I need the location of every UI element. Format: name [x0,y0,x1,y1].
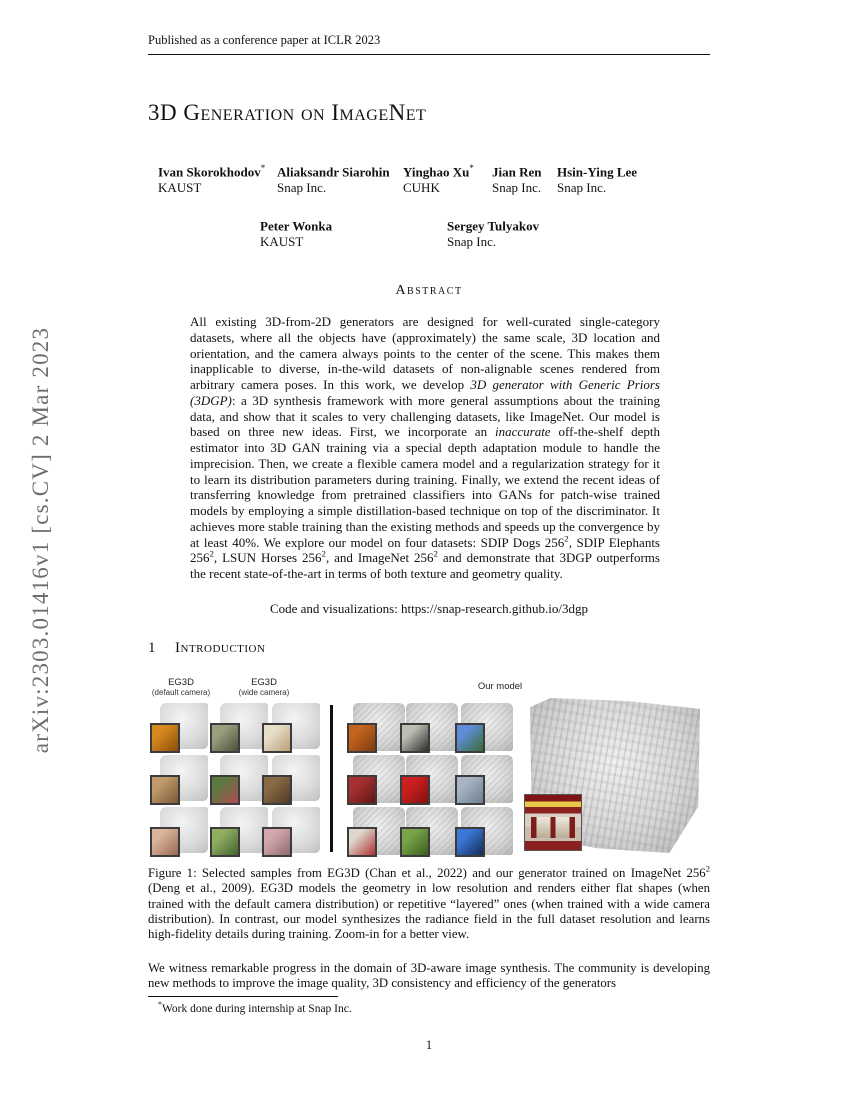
figure-sample-cell [400,807,458,857]
affiliation: Snap Inc. [557,180,607,196]
figure-sample-cell [347,807,405,857]
author: Ivan Skorokhodov* KAUST [158,163,266,196]
footnote-marker: * [469,163,474,173]
figure-sample-cell [210,703,268,753]
figure-sample-cell [150,703,208,753]
sample-photo-inset [347,827,377,857]
author: Hsin-Ying Lee Snap Inc. [557,164,638,196]
figure-sample-cell [400,755,458,805]
author: Jian Ren Snap Inc. [492,164,542,196]
sample-photo-inset [400,723,430,753]
sample-photo-inset [262,723,292,753]
section-title: Introduction [175,640,266,656]
affiliation: KAUST [158,180,202,196]
footnote-marker: * [260,163,266,173]
sample-photo-inset [210,775,240,805]
sample-photo-inset [262,775,292,805]
figure-group-label-eg3d-default: EG3D (default camera) [151,677,211,697]
arxiv-watermark: arXiv:2303.01416v1 [cs.CV] 2 Mar 2023 [28,326,53,754]
figure-sample-cell [262,807,320,857]
affiliation: Snap Inc. [447,234,497,250]
footnote: *Work done during internship at Snap Inc. [158,1000,352,1015]
figure-caption: Figure 1: Selected samples from EG3D (Chan et al., 2022) and our generator trained on ImageNet $256^2$ (Deng et al., 2009). EG3D models the geometry in low resolution and renders either flat shapes (when trained with the default camera distribution) or repetitive “layered” ones (when trained with a wide camera distribution). In contrast, our model synthesizes the radiance field in the full dataset resolution and learns high-fidelity details during training. Zoom-in for a better view. [148,863,710,942]
figure-sample-cell [347,703,405,753]
paper-title: 3D Generation on ImageNet [148,100,427,125]
author: Sergey Tulyakov Snap Inc. [447,218,540,250]
section-number: 1 [148,640,156,656]
figure-sample-cell [400,703,458,753]
figure-sample-cell [455,755,513,805]
sample-photo-inset [262,827,292,857]
code-link[interactable]: Code and visualizations: https://snap-research.github.io/3dgp [269,601,589,616]
figure-sample-cell [455,703,513,753]
intro-paragraph: We witness remarkable progress in the domain of 3D-aware image synthesis. The community is developing new methods to improve the image quality, 3D consistency and efficiency of the generators [148,961,710,991]
figure-1 [148,676,710,862]
header-rule [148,54,710,55]
sample-photo-inset [210,827,240,857]
affiliation: Snap Inc. [492,180,542,196]
sample-photo-inset [400,775,430,805]
figure-divider [330,705,333,852]
figure-sample-cell [455,807,513,857]
sample-photo-inset [455,827,485,857]
author: Peter Wonka KAUST [260,218,333,250]
footnote-rule [148,996,338,997]
figure-group-label-eg3d-wide: EG3D (wide camera) [238,677,290,697]
author: Aliaksandr Siarohin Snap Inc. [277,164,390,196]
affiliation: KAUST [260,234,304,250]
sample-photo-inset [150,827,180,857]
sample-photo-inset [150,723,180,753]
abstract-heading: Abstract [395,283,463,298]
sample-photo-inset [210,723,240,753]
sample-photo-inset [347,723,377,753]
sample-photo-inset [455,775,485,805]
author: Yinghao Xu* CUHK [403,163,474,196]
our-model-large-photo-inset [524,794,582,851]
figure-sample-cell [150,807,208,857]
storefront-shelf-detail [531,817,576,838]
figure-sample-cell [262,755,320,805]
sample-photo-inset [150,775,180,805]
figure-sample-cell [262,703,320,753]
figure-sample-cell [210,807,268,857]
abstract-text: All existing 3D-from-2D generators are designed for well-curated single-category datasets, where all the objects have (approximately) the same scale, 3D location and orientation, and the camera always points to the center of the scene. This makes them inapplicable to diverse, in-the-wild datasets of non-alignable scenes rendered from arbitrary camera poses. In this work, we develop 3D generator with Generic Priors (3DGP): a 3D synthesis framework with more general assumptions about the training data, and show that it scales to very challenging datasets, like ImageNet. Our model is based on three new ideas. First, we incorporate an inaccurate off-the-shelf depth estimator into 3D GAN training via a special depth adaptation module to handle the imprecision. Then, we create a flexible camera model and a regularization strategy for it to learn its distribution parameters during training. Finally, we extend the recent ideas of transferring knowledge from pretrained classifiers into GANs for patch-wise trained models by employing a simple distillation-based technique on top of the discriminator. It achieves more stable training than the existing methods and speeds up the convergence by at least 40%. We explore our model on four datasets: SDIP Dogs $256^2$, SDIP Elephants $256^2$, LSUN Horses $256^2$, and ImageNet $256^2$ and demonstrate that 3DGP outperforms the recent state-of-the-art in terms of both texture and geometry quality. [190,314,660,581]
author-block [148,160,710,260]
affiliation: Snap Inc. [277,180,327,196]
figure-sample-cell [210,755,268,805]
sample-photo-inset [455,723,485,753]
figure-sample-cell [347,755,405,805]
section-heading [148,640,265,657]
sample-photo-inset [347,775,377,805]
sample-photo-inset [400,827,430,857]
figure-group-label-our-model: Our model [477,681,523,692]
running-header: Published as a conference paper at ICLR 2023 [148,33,381,47]
affiliation: CUHK [403,180,440,196]
page-number: 1 [425,1038,433,1052]
figure-sample-cell [150,755,208,805]
